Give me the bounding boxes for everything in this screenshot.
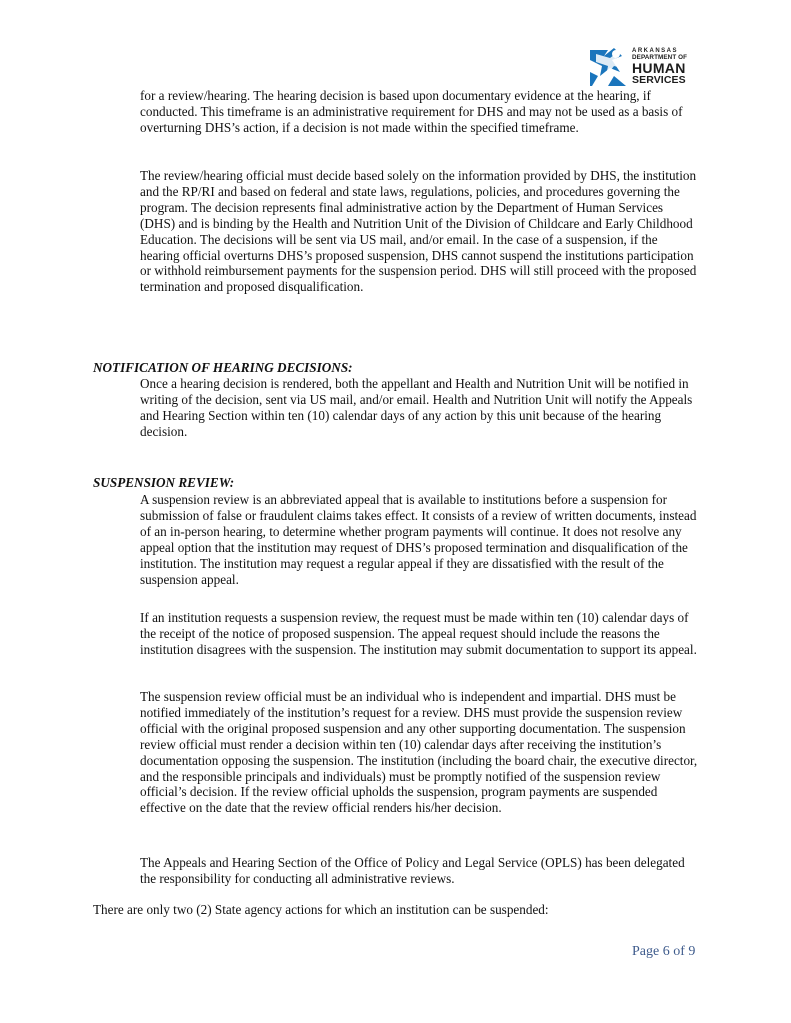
paragraph-suspension-review-request: If an institution requests a suspension review, the request must be made within ten (10) calendar days of the receipt of the notice of proposed suspension. The appeal request should include the reasons the institution disagrees with the suspension. The institution may submit documentation to support its appeal. xyxy=(140,610,697,657)
paragraph-suspension-review-definition: A suspension review is an abbreviated appeal that is available to institutions before a suspension for submission of false or fraudulent claims takes effect. It consists of a review of written documents, instead of an in-person hearing, to determine whether program payments will continue. It does not resolve any appeal option that the institution may request of DHS’s proposed termination and disqualification of the institution. The institution may request a regular appeal if they are dissatisfied with the result of the suspension appeal. xyxy=(140,492,697,587)
paragraph-hearing-timeframe: for a review/hearing. The hearing decision is based upon documentary evidence at the hearing, if conducted. This timeframe is an administrative requirement for DHS and may not be used as a basis of overturning DHS’s action, if a decision is not made within the specified timeframe. xyxy=(140,88,683,135)
logo-line-services: SERVICES xyxy=(632,74,686,87)
paragraph-opls-delegation: The Appeals and Hearing Section of the Office of Policy and Legal Service (OPLS) has been delegated the responsibility for conducting all administrative reviews. xyxy=(140,855,685,886)
paragraph-suspension-actions-intro: There are only two (2) State agency actions for which an institution can be suspended: xyxy=(93,902,549,917)
paragraph-notification: Once a hearing decision is rendered, both the appellant and Health and Nutrition Unit will be notified in writing of the decision, sent via US mail, and/or email. Health and Nutrition Unit will notify the Appeals and Hearing Section within ten (10) calendar days of any action by this unit because of the hearing decision. xyxy=(140,376,693,439)
logo-wordmark xyxy=(632,46,702,86)
dhs-logo xyxy=(588,46,700,88)
paragraph-review-official: The review/hearing official must decide based solely on the information provided by DHS, the institution and the RP/RI and based on federal and state laws, regulations, policies, and procedures governing the program. The decision represents final administrative action by the Department of Human Services (DHS) and is binding by the Health and Nutrition Unit of the Division of Childcare and Early Childhood Education. The decisions will be sent via US mail, and/or email. In the case of a suspension, if the hearing official overturns DHS’s proposed suspension, DHS cannot suspend the institutions participation or withhold reimbursement payments for the suspension period. DHS will still proceed with the proposed termination and proposed disqualification. xyxy=(140,168,697,295)
heading-notification-of-hearing-decisions: NOTIFICATION OF HEARING DECISIONS: xyxy=(93,360,353,375)
logo-line-department: DEPARTMENT OF xyxy=(632,54,688,61)
star-figure-icon xyxy=(588,46,632,88)
heading-suspension-review: SUSPENSION REVIEW: xyxy=(93,475,235,490)
logo-line-human: HUMAN xyxy=(632,60,686,77)
page-number: Page 6 of 9 xyxy=(632,944,696,959)
logo-line-arkansas: ARKANSAS xyxy=(632,48,679,54)
paragraph-suspension-review-official: The suspension review official must be an individual who is independent and impartial. DHS must be notified immediately of the institution’s request for a review. DHS must provide the suspension review official with the original proposed suspension and any other supporting documentation. The suspension review official must render a decision within ten (10) calendar days after receiving the institution’s documentation opposing the suspension. The institution (including the board chair, the executive director, and the responsible principals and individuals) must be promptly notified of the suspension review official’s decision. If the review official upholds the suspension, program payments are suspended effective on the date that the review official renders his/her decision. xyxy=(140,689,698,816)
